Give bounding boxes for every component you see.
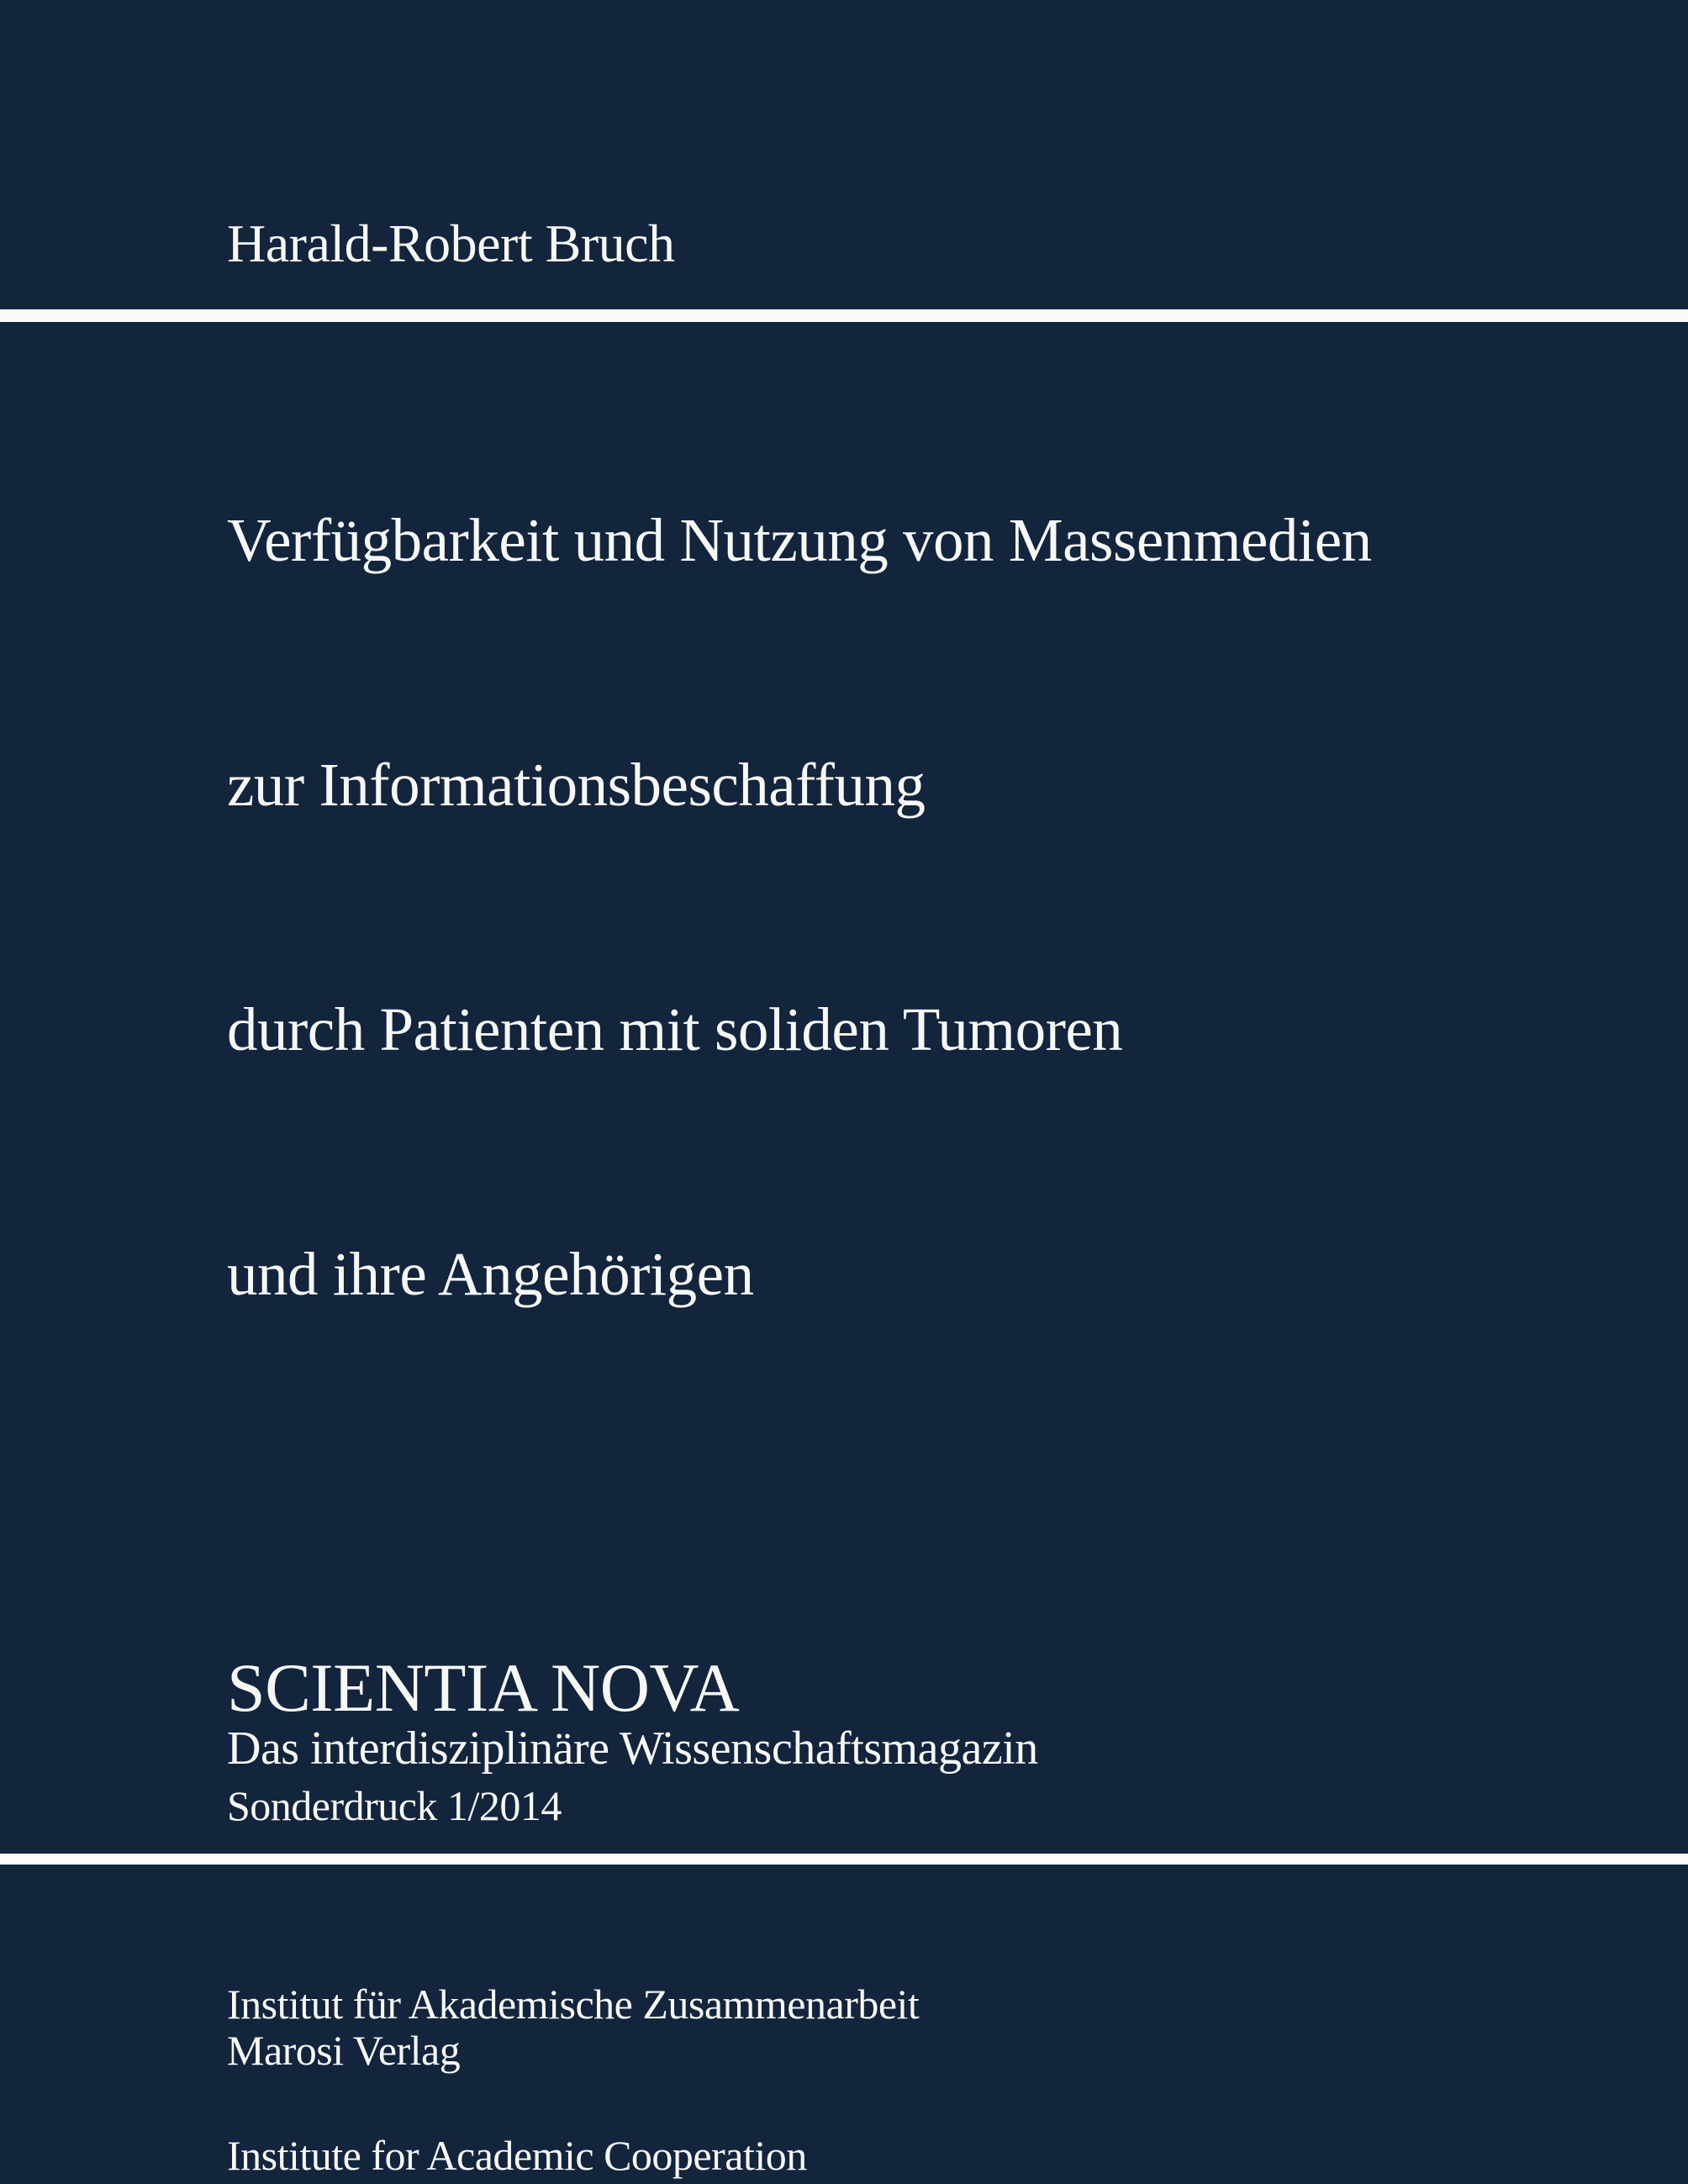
- top-divider-line: [0, 309, 1688, 322]
- magazine-issue: Sonderdruck 1/2014: [227, 1782, 562, 1829]
- main-title-line-2: zur Informationsbeschaffung: [227, 751, 926, 819]
- magazine-subtitle: Das interdisziplinäre Wissenschaftsmagazin: [227, 1722, 1038, 1775]
- main-title-line-1: Verfügbarkeit und Nutzung von Massenmedien: [227, 506, 1372, 574]
- institute-name-english: Institute for Academic Cooperation: [227, 2132, 807, 2179]
- author-name: Harald-Robert Bruch: [227, 214, 675, 273]
- main-title-line-4: und ihre Angehörigen: [227, 1240, 754, 1308]
- bottom-divider-line: [0, 1854, 1688, 1865]
- main-title-line-3: durch Patienten mit soliden Tumoren: [227, 995, 1123, 1063]
- institute-name-german: Institut für Akademische Zusammenarbeit: [227, 1981, 920, 2028]
- main-title: [227, 336, 1372, 1478]
- magazine-name: SCIENTIA NOVA: [227, 1649, 740, 1726]
- publisher-name: Marosi Verlag: [227, 2027, 461, 2074]
